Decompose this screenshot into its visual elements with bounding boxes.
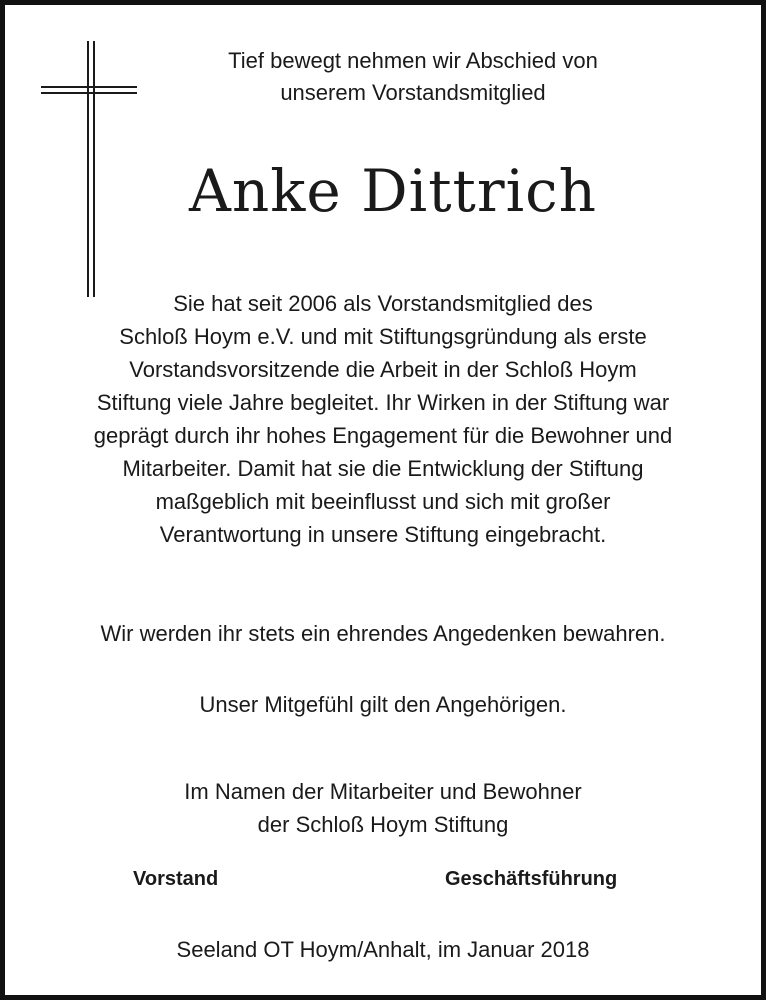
signature-board: Vorstand <box>133 868 219 890</box>
intro-text <box>5 45 761 109</box>
signature-management: Geschäftsführung <box>445 868 618 890</box>
closing-text <box>5 775 761 841</box>
place-date-line: Seeland OT Hoym/Anhalt, im Januar 2018 <box>176 937 590 962</box>
tribute-line: Verantwortung in unsere Stiftung eingebracht. <box>159 522 607 547</box>
tribute-paragraph <box>5 287 761 551</box>
tribute-line: Vorstandsvorsitzende die Arbeit in der Schloß Hoym <box>129 357 637 382</box>
tribute-line: Mitarbeiter. Damit hat sie die Entwicklung der Stiftung <box>122 456 644 481</box>
deceased-name: Anke Dittrich <box>189 157 597 225</box>
condolence-line: Unser Mitgefühl gilt den Angehörigen. <box>199 692 567 717</box>
tribute-line: Sie hat seit 2006 als Vorstandsmitglied des <box>173 291 593 316</box>
remembrance-line: Wir werden ihr stets ein ehrendes Angedenken bewahren. <box>100 621 666 646</box>
intro-line: unserem Vorstandsmitglied <box>280 80 546 105</box>
tribute-line: Stiftung viele Jahre begleitet. Ihr Wirken in der Stiftung war <box>96 390 670 415</box>
intro-line: Tief bewegt nehmen wir Abschied von <box>228 48 598 73</box>
tribute-line: geprägt durch ihr hohes Engagement für die Bewohner und <box>93 423 673 448</box>
tribute-line: Schloß Hoym e.V. und mit Stiftungsgründung als erste <box>119 324 647 349</box>
tribute-line: maßgeblich mit beeinflusst und sich mit großer <box>155 489 611 514</box>
closing-line: Im Namen der Mitarbeiter und Bewohner <box>184 779 582 804</box>
closing-line: der Schloß Hoym Stiftung <box>257 812 509 837</box>
